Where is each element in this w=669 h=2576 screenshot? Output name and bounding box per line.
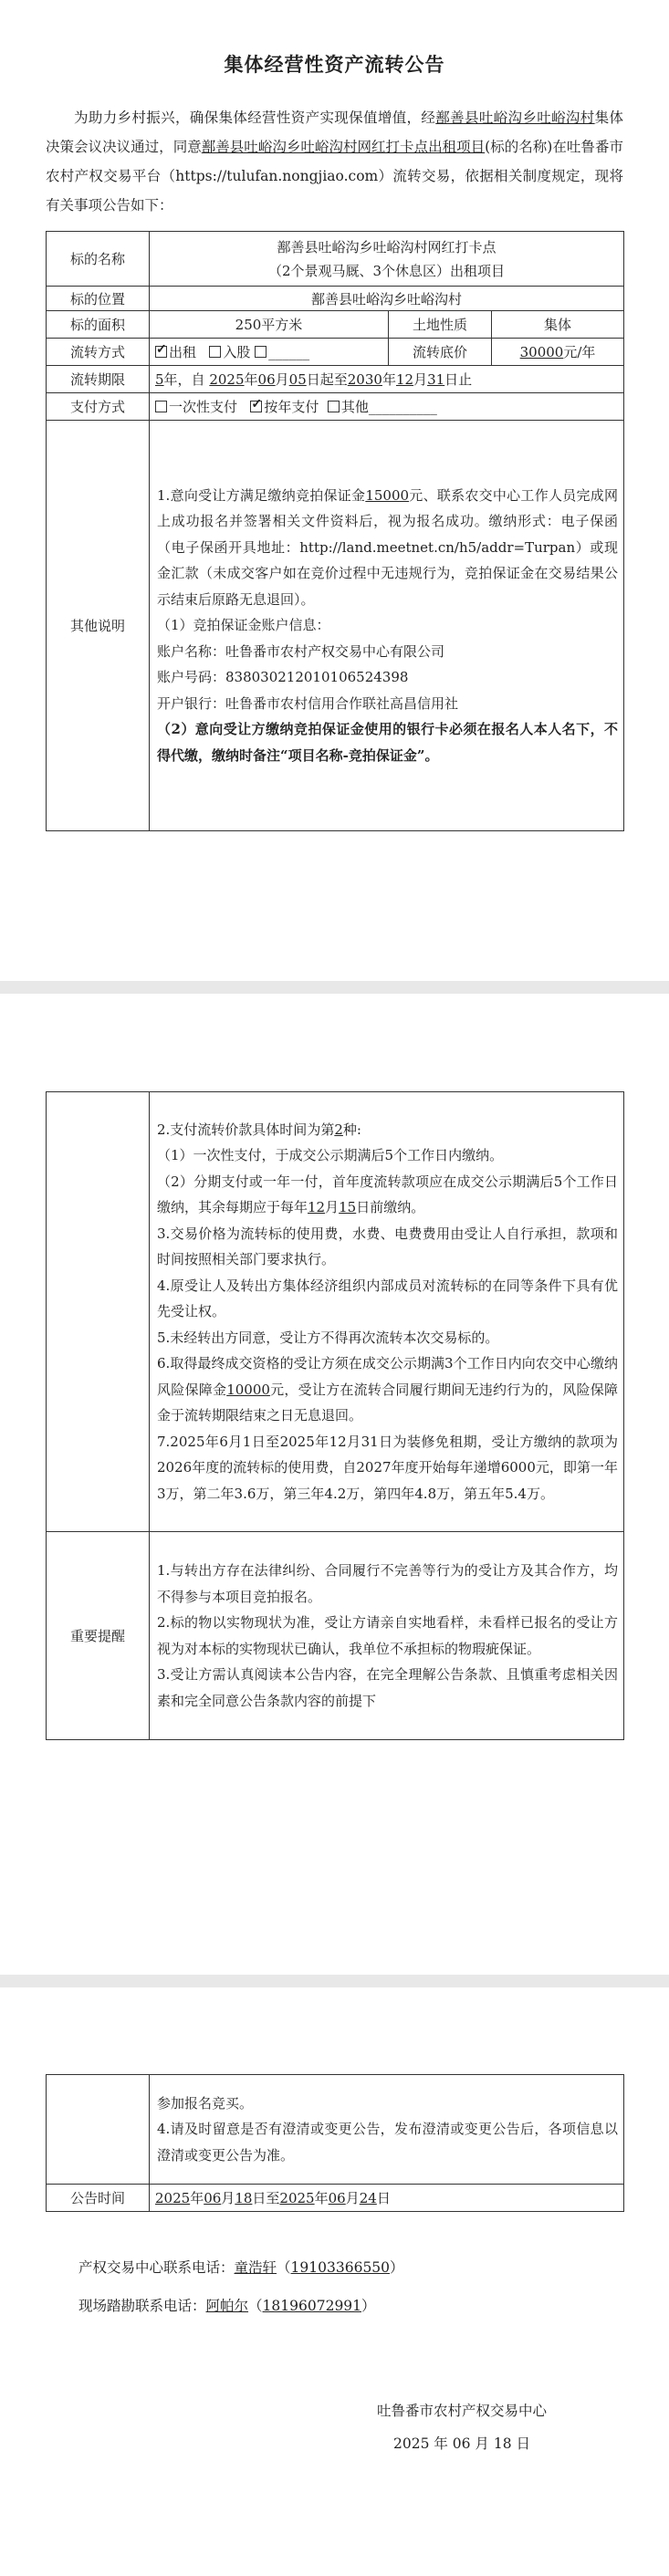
other-content	[150, 421, 624, 831]
pay-text: 2.支付流转价款具体时间为第	[157, 1121, 335, 1138]
pay-label: 支付方式	[47, 393, 150, 421]
pub-start-year: 2025	[155, 2190, 191, 2206]
intro-paragraph	[46, 103, 623, 220]
period-end-text: 日止	[444, 371, 473, 388]
pay-options	[150, 393, 624, 421]
contacts	[46, 2248, 623, 2325]
period-text: 年，自	[163, 371, 205, 388]
other-text: 1.意向受让方满足缴纳竞拍保证金	[157, 486, 366, 504]
pay-detail-3	[157, 1169, 618, 1221]
pay-text: 日前缴纳。	[356, 1199, 425, 1216]
signoff-date: 2025 年 06 月 18 日	[392, 2435, 531, 2452]
name-value-line-1: 鄯善县吐峪沟乡吐峪沟村网红打卡点	[277, 238, 497, 256]
signoff	[46, 2394, 623, 2460]
account-name: 账户名称：吐鲁番市农村产权交易中心有限公司	[157, 642, 445, 660]
name-label: 标的名称	[47, 232, 150, 287]
checkbox-empty-icon	[209, 346, 221, 358]
area-value: 250平方米	[150, 311, 389, 339]
remind-content-continued	[150, 2075, 624, 2185]
pay-text: （2）分期支付或一年一付，首年度流转款项应在成交公示期满后5个工作日缴纳，其余每期应于每年	[157, 1173, 618, 1216]
pay-text: 月	[325, 1199, 340, 1216]
page-3	[0, 1987, 669, 2576]
period-end-day: 31	[427, 371, 445, 388]
contact-site-phone: 18196072991	[262, 2298, 362, 2314]
intro-text-2: 集体决策会议决议通过，同意	[46, 110, 623, 155]
checkbox-empty-icon	[255, 346, 267, 358]
pub-start-month: 06	[204, 2190, 222, 2206]
other-paragraph-bold: （2）意向受让方缴纳竞拍保证金使用的银行卡必须在报名人本人名下，不得代缴，缴纳时备注“项目名称-竞拍保证金”。	[157, 721, 619, 764]
blank-label-cell	[47, 1092, 150, 1532]
land-label: 土地性质	[389, 311, 492, 339]
other-label: 其他说明	[47, 421, 150, 831]
info-table	[46, 231, 624, 831]
risk-deposit-amount: 10000	[226, 1381, 270, 1398]
other-paragraph-2: （1）竞拍保证金账户信息：	[157, 617, 330, 634]
account-number: 账户号码：838030212010106524398	[157, 669, 409, 686]
pub-end-year: 2025	[279, 2190, 315, 2206]
contact-center-phone: 19103366550	[290, 2259, 391, 2276]
area-label: 标的面积	[47, 311, 150, 339]
contact-site-name: 阿帕尔	[205, 2298, 249, 2314]
contact-site: 现场踏勘联系电话：阿帕尔（18196072991）	[78, 2298, 376, 2314]
method-option-equity: 入股	[223, 344, 251, 360]
payment-details	[150, 1092, 624, 1532]
contact-center-label: 产权交易中心联系电话：	[78, 2259, 235, 2276]
page-2	[0, 994, 669, 1975]
pay-detail-7	[157, 1351, 618, 1429]
period-value: 5年，自 2025年06月05日起至2030年12月31日止	[150, 366, 624, 393]
other-text: 元、联系农交中心工作人员完成网上成功报名并签署相关文件资料后，视为报名成功。缴纳形式：电子保函（电子保函开具地址：http://land.meetnet.cn/h5/addr=Turpan）或现金汇款（未成交客户如在竞价过程中无违规行为，竞拍保证金在交易结果公示结束后原路无息退回）。	[157, 486, 619, 608]
remind-1: 1.与转出方存在法律纠纷、合同履行不完善等行为的受让方及其合作方，均不得参与本项目竞拍报名。	[157, 1562, 618, 1605]
remind-4: 4.请及时留意是否有澄清或变更公告，发布澄清或变更公告后，各项信息以澄清或变更公告为准。	[157, 2121, 618, 2164]
pub-start-day: 18	[235, 2190, 253, 2206]
period-end-year: 2030	[347, 371, 382, 388]
blank-label-cell	[47, 2075, 150, 2185]
intro-project: 鄯善县吐峪沟乡吐峪沟村网红打卡点出租项目	[201, 139, 486, 155]
remind-content	[150, 1532, 624, 1740]
other-paragraph-1	[157, 483, 618, 613]
intro-village: 鄯善县吐峪沟乡吐峪沟村	[435, 110, 595, 126]
price-label: 流转底价	[389, 339, 492, 366]
pub-end-day: 24	[359, 2190, 377, 2206]
pub-end-month: 06	[328, 2190, 346, 2206]
pay-option-blank: __________	[368, 399, 437, 415]
period-start-month: 06	[257, 371, 276, 388]
period-start-year: 2025	[209, 371, 245, 388]
pay-text: 6.取得最终成交资格的受让方须在成交公示期满3个工作日内向农交中心缴纳风险保障金	[157, 1355, 618, 1398]
deposit-amount: 15000	[365, 486, 410, 504]
pay-option-yearly: 按年支付	[264, 399, 319, 415]
remind-label: 重要提醒	[47, 1532, 150, 1740]
checkbox-checked-icon	[155, 346, 167, 358]
pay-text: 元，受让方在流转合同履行期间无违约行为的，风险保障金于流转期限结束之日无息退回。	[157, 1381, 618, 1424]
pay-detail-5: 4.原受让人及转出方集体经济组织内部成员对流转标的在同等条件下具有优先受让权。	[157, 1277, 618, 1320]
period-start-day: 05	[288, 371, 307, 388]
land-value: 集体	[492, 311, 624, 339]
location-value: 鄯善县吐峪沟乡吐峪沟村	[150, 287, 624, 311]
pay-detail-6: 5.未经转出方同意，受让方不得再次流转本次交易标的。	[157, 1329, 499, 1346]
intro-text-1: 为助力乡村振兴，确保集体经营性资产实现保值增值，经	[74, 110, 436, 126]
page-1	[0, 0, 669, 981]
contact-center-name: 童浩轩	[234, 2259, 277, 2276]
contact-center: 产权交易中心联系电话：童浩轩（19103366550）	[78, 2259, 404, 2276]
method-option-rent: 出租	[169, 344, 197, 360]
remind-3-end: 参加报名竞买。	[157, 2094, 254, 2112]
price-unit: 元/年	[563, 344, 596, 360]
pub-value: 2025年06月18日至2025年06月24日	[150, 2185, 624, 2212]
pub-label: 公告时间	[47, 2185, 150, 2212]
pay-detail-8: 7.2025年6月1日至2025年12月31日为装修免租期，受让方缴纳的款项为2026年度的流转标的使用费，自2027年度开始每年递增6000元，即第一年3万，第二年3.6万，第三年4.2万，第四年4.8万，第五年5.4万。	[157, 1433, 618, 1502]
document-title: 集体经营性资产流转公告	[224, 54, 445, 76]
name-value-line-2: （2个景观马厩、3个休息区）出租项目	[267, 262, 506, 279]
pay-detail-1	[157, 1117, 618, 1143]
remind-3: 3.受让方需认真阅读本公告内容，在完全理解公告条款、且慎重考虑相关因素和完全同意公告条款内容的前提下	[157, 1666, 618, 1709]
pay-month: 12	[308, 1199, 326, 1216]
info-table-end	[46, 2074, 624, 2212]
signoff-org: 吐鲁番市农村产权交易中心	[376, 2403, 547, 2419]
pay-text: 种:	[342, 1121, 361, 1138]
pay-detail-4: 3.交易价格为流转标的使用费，水费、电费费用由受让人自行承担，款项和时间按照相关部门要求执行。	[157, 1225, 618, 1268]
pay-method-number: 2	[334, 1121, 343, 1138]
checkbox-checked-icon	[250, 401, 262, 412]
method-options	[150, 339, 389, 366]
period-end-month: 12	[395, 371, 414, 388]
remind-2: 2.标的物以实物现状为准，受让方请亲自实地看样，未看样已报名的受让方视为对本标的实物现状已确认，我单位不承担标的物瑕疵保证。	[157, 1614, 618, 1657]
checkbox-empty-icon	[328, 401, 340, 412]
checkbox-empty-icon	[155, 401, 167, 412]
method-option-blank: ______	[268, 344, 310, 360]
pay-day: 15	[339, 1199, 357, 1216]
method-label: 流转方式	[47, 339, 150, 366]
pay-option-once: 一次性支付	[169, 399, 238, 415]
period-years: 5	[155, 371, 164, 388]
pay-detail-2: （1）一次性支付，于成交公示期满后5个工作日内缴纳。	[157, 1147, 504, 1164]
pay-option-other: 其他	[340, 399, 369, 415]
price-amount: 30000	[519, 344, 564, 360]
contact-site-label: 现场踏勘联系电话：	[78, 2298, 206, 2314]
account-bank: 开户银行：吐鲁番市农村信用合作联社高昌信用社	[157, 694, 459, 712]
location-label: 标的位置	[47, 287, 150, 311]
intro-text-3: (标的名称)在吐鲁番市农村产权交易平台（https://tulufan.nongjiao.com）流转交易，依据相关制度规定，现将有关事项公告如下：	[46, 139, 623, 214]
period-label: 流转期限	[47, 366, 150, 393]
price-value	[492, 339, 624, 366]
name-value	[150, 232, 624, 287]
info-table-continued	[46, 1091, 624, 1740]
